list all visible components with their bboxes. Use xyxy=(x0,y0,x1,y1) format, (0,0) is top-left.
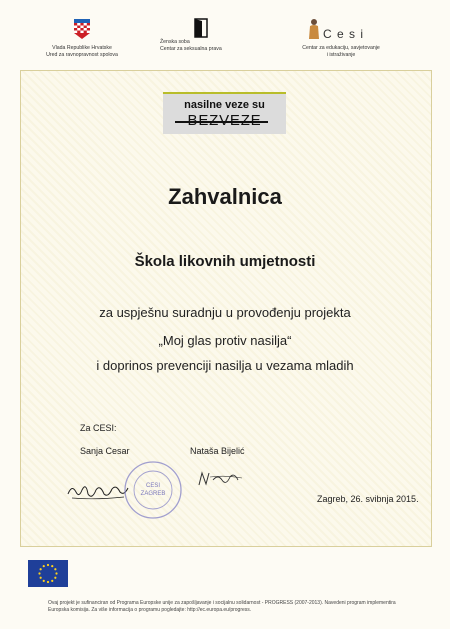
eu-star-icon xyxy=(40,577,42,579)
body-line-2: „Moj glas protiv nasilja“ xyxy=(158,333,292,348)
org3-label: Centar za edukaciju, savjetovanje i istraživanje xyxy=(302,45,380,58)
eu-star-icon xyxy=(51,580,53,582)
place-date: Zagreb, 26. svibnja 2015. xyxy=(317,494,419,504)
signatory-2-name: Nataša Bijelić xyxy=(190,446,245,456)
body-line-1: za uspješnu suradnju u provođenju projekta xyxy=(99,305,351,320)
eu-star-icon xyxy=(47,564,49,566)
stamp-text: CESI ZAGREB xyxy=(140,483,166,497)
campaign-logo-top: nasilne veze su xyxy=(184,99,265,111)
recipient-name: Škola likovnih umjetnosti xyxy=(134,253,316,270)
eu-star-icon xyxy=(51,565,53,567)
eu-flag-logo xyxy=(28,560,68,587)
zenska-soba-logo xyxy=(194,18,208,38)
certificate-title: Zahvalnica xyxy=(168,184,282,209)
cesi-figure-icon xyxy=(307,18,321,40)
cesi-logo-text: C e s i xyxy=(323,27,365,41)
eu-star-icon xyxy=(43,565,45,567)
body-line-3: i doprinos prevenciji nasilja u vezama mladih xyxy=(96,358,354,373)
org2-label: Ženska soba Centar za seksualna prava xyxy=(160,39,222,52)
eu-star-icon xyxy=(55,572,57,574)
eu-star-icon xyxy=(43,580,45,582)
campaign-logo xyxy=(163,92,286,134)
org1-label: Vlada Republike Hrvatske Ured za ravnopravnost spolova xyxy=(46,45,118,58)
eu-star-icon xyxy=(54,577,56,579)
official-stamp xyxy=(123,460,183,520)
signatory-1-name: Sanja Cesar xyxy=(80,446,130,456)
footer-funding-note: Ovaj projekt je sufinanciran od Programa Europske unije za zapošljavanje i socijalnu solidarnost - PROGRESS (2007-2013). Navedeni program implementira Europska komisija. Za više informacija o programu pogledajte: http://ec.europa.eu/progress. xyxy=(48,600,396,613)
eu-star-icon xyxy=(40,568,42,570)
eu-star-icon xyxy=(38,572,40,574)
signature-1-icon xyxy=(66,480,130,502)
eu-star-icon xyxy=(47,581,49,583)
signatures-heading: Za CESI: xyxy=(80,423,117,433)
croatian-coat-of-arms-logo xyxy=(74,19,90,39)
signature-2-icon xyxy=(196,468,246,490)
eu-star-icon xyxy=(54,568,56,570)
campaign-logo-strike xyxy=(175,121,268,123)
